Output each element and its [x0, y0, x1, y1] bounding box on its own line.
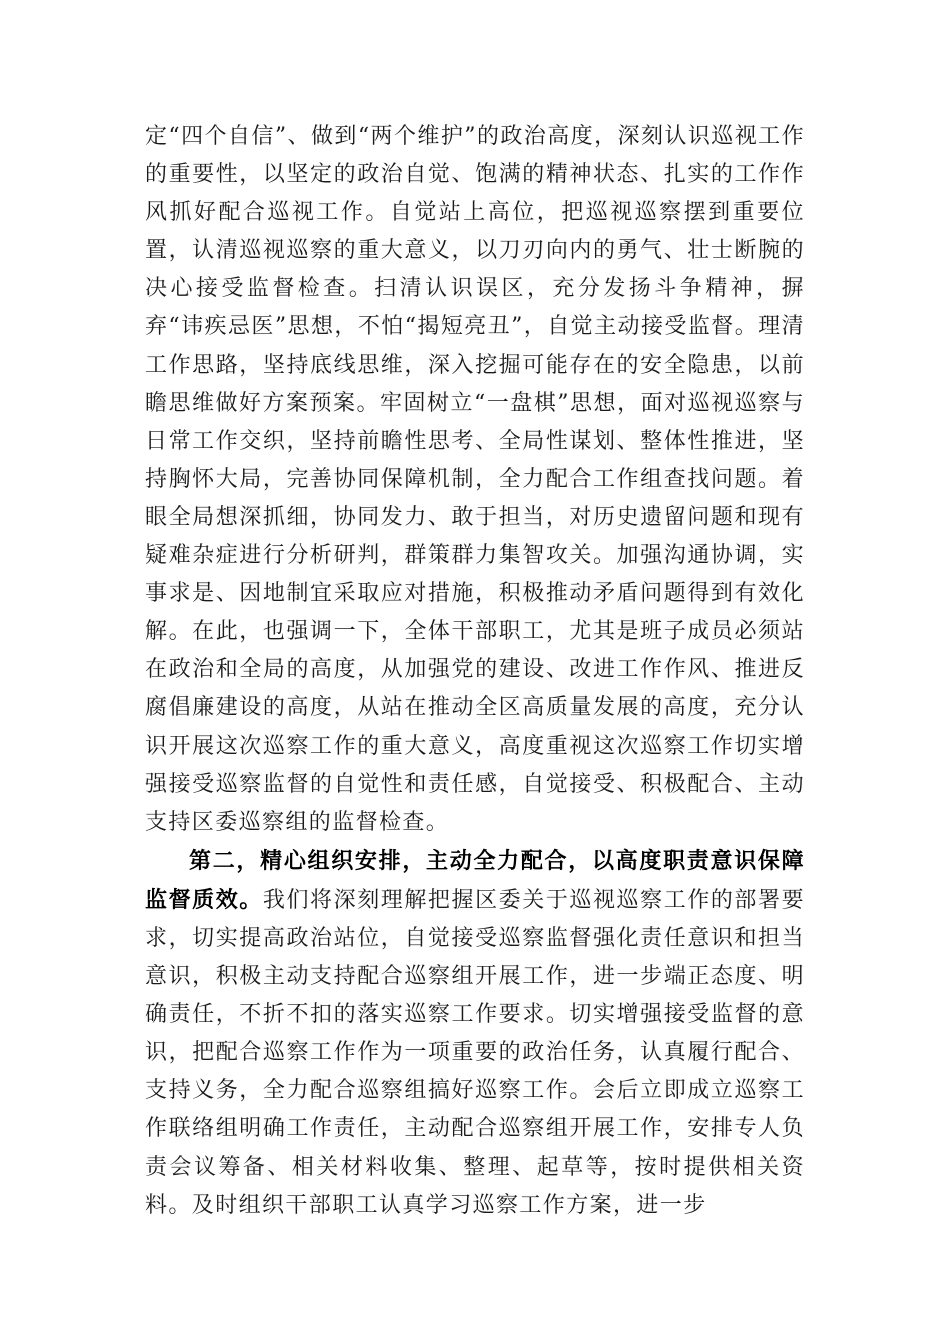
document-body	[145, 118, 805, 1225]
paragraph-heading: 第二，精心组织安排，主动全力配合，以高度职责意识保障监督质效。	[145, 847, 805, 913]
paragraph-continued: 定“四个自信”、做到“两个维护”的政治高度，深刻认识巡视工作的重要性，以坚定的政治自觉、饱满的精神状态、扎实的工作作风抓好配合巡视工作。自觉站上高位，把巡视巡察摆到重要位置，认清巡视巡察的重大意义，以刀刃向内的勇气、壮士断腕的决心接受监督检查。扫清认识误区，充分发扬斗争精神，摒弃“讳疾忌医”思想，不怕“揭短亮丑”，自觉主动接受监督。理清工作思路，坚持底线思维，深入挖掘可能存在的安全隐患，以前瞻思维做好方案预案。牢固树立“一盘棋”思想，面对巡视巡察与日常工作交织，坚持前瞻性思考、全局性谋划、整体性推进，坚持胸怀大局，完善协同保障机制，全力配合工作组查找问题。着眼全局想深抓细，协同发力、敢于担当，对历史遗留问题和现有疑难杂症进行分析研判，群策群力集智攻关。加强沟通协调，实事求是、因地制宜采取应对措施，积极推动矛盾问题得到有效化解。在此，也强调一下，全体干部职工，尤其是班子成员必须站在政治和全局的高度，从加强党的建设、改进工作作风、推进反腐倡廉建设的高度，从站在推动全区高质量发展的高度，充分认识开展这次巡察工作的重大意义，高度重视这次巡察工作切实增强接受巡察监督的自觉性和责任感，自觉接受、积极配合、主动支持区委巡察组的监督检查。	[145, 124, 805, 835]
paragraph-second-point	[145, 842, 805, 1225]
paragraph-body: 我们将深刻理解把握区委关于巡视巡察工作的部署要求，切实提高政治站位，自觉接受巡察监督强化责任意识和担当意识，积极主动支持配合巡察组开展工作，进一步端正态度、明确责任，不折不扣的落实巡察工作要求。切实增强接受监督的意识，把配合巡察工作作为一项重要的政治任务，认真履行配合、支持义务，全力配合巡察组搞好巡察工作。会后立即成立巡察工作联络组明确工作责任，主动配合巡察组开展工作，安排专人负责会议筹备、相关材料收集、整理、起草等，按时提供相关资料。及时组织干部职工认真学习巡察工作方案，进一步	[145, 887, 805, 1218]
